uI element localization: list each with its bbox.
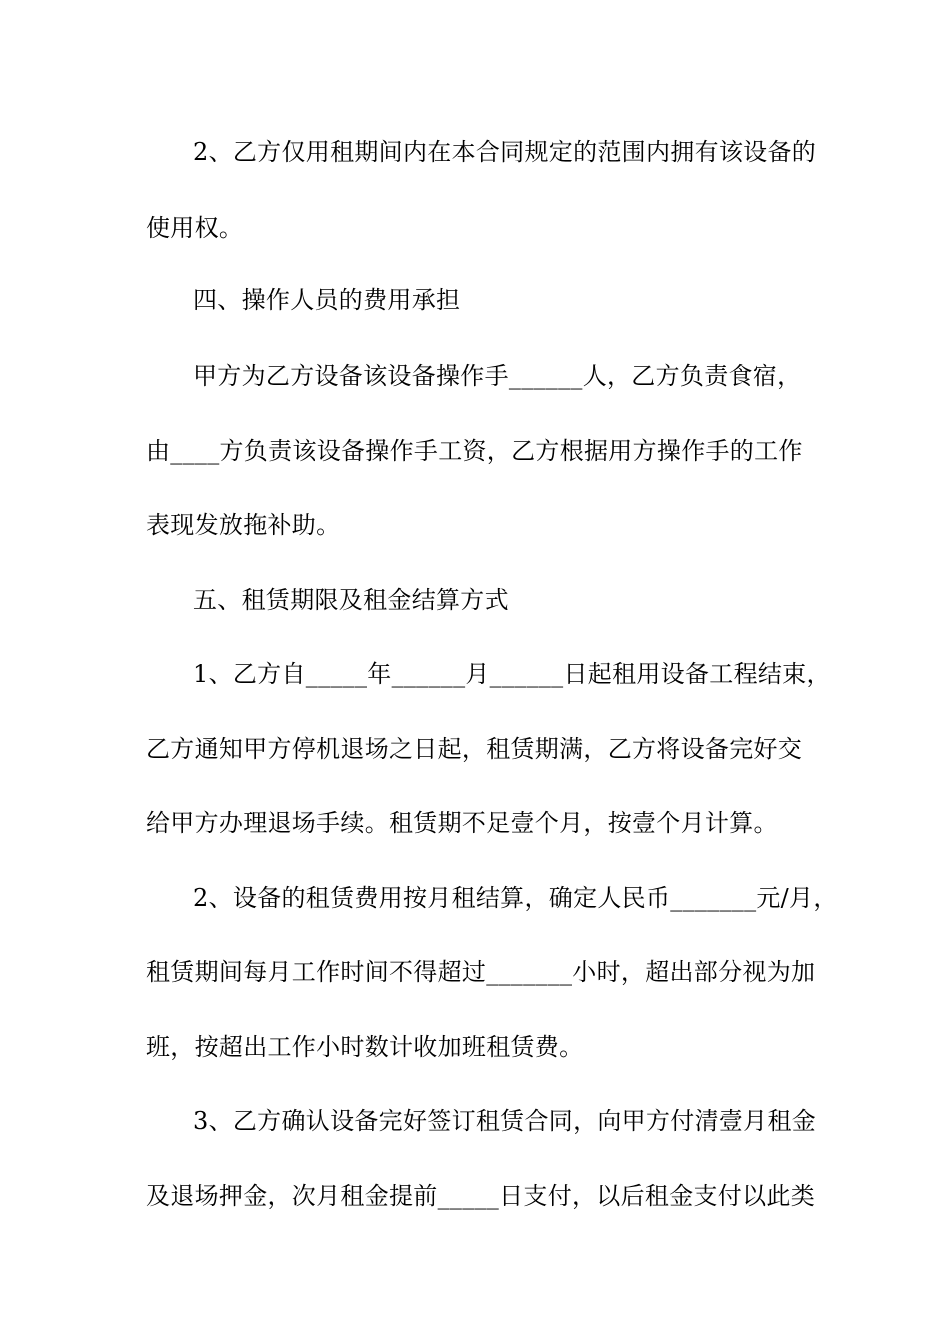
section-heading: 四、操作人员的费用承担 [193, 286, 461, 314]
paragraph-line: 表现发放拖补助。 [146, 511, 341, 539]
paragraph-line: 班，按超出工作小时数计收加班租赁费。 [146, 1033, 584, 1061]
paragraph-line: 使用权。 [146, 214, 244, 242]
paragraph-line: 2、设备的租赁费用按月租结算，确定人民币_______元/月， [193, 884, 838, 912]
paragraph-line: 租赁期间每月工作时间不得超过_______小时，超出部分视为加 [146, 958, 816, 986]
paragraph-line: 2、乙方仅用租期间内在本合同规定的范围内拥有该设备的 [193, 138, 817, 166]
paragraph-line: 甲方为乙方设备该设备操作手______人，乙方负责食宿， [193, 362, 802, 390]
paragraph-line: 1、乙方自_____年______月______日起租用设备工程结束， [193, 660, 831, 688]
paragraph-line: 由____方负责该设备操作手工资，乙方根据用方操作手的工作 [146, 437, 803, 465]
paragraph-line: 乙方通知甲方停机退场之日起，租赁期满，乙方将设备完好交 [146, 735, 803, 763]
paragraph-line: 及退场押金，次月租金提前_____日支付，以后租金支付以此类 [146, 1182, 815, 1210]
paragraph-line: 给甲方办理退场手续。租赁期不足壹个月，按壹个月计算。 [146, 809, 778, 837]
paragraph-line: 3、乙方确认设备完好签订租赁合同，向甲方付清壹月租金 [193, 1107, 817, 1135]
section-heading: 五、租赁期限及租金结算方式 [193, 586, 509, 614]
